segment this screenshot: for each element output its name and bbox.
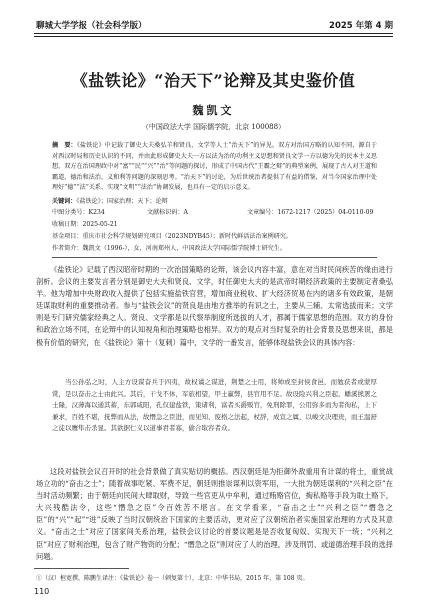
abstract — [52, 141, 377, 194]
footnote-rule — [34, 568, 129, 569]
classification-row — [52, 207, 377, 216]
author-bio: 作者简介：魏凯文（1996-），女，河南郑州人，中国政法大学国际儒学院博士研究生。 — [52, 245, 286, 252]
document-code: 文献标识码：A — [147, 209, 188, 216]
issue-label: 2025 年第 4 期 — [329, 21, 393, 31]
journal-name: 聊城大学学报（社会科学版） — [36, 21, 147, 31]
keywords — [52, 196, 377, 205]
fund-project: 基金项目：重庆市社会科学规划研究项目（2023NDYB45）；新时代鲜活法治案例研究。 — [52, 233, 293, 240]
keywords-text: 《盐铁论》；国家治理；天下；论辩 — [76, 198, 168, 205]
section-divider — [52, 257, 377, 258]
footnote: ①（汉）桓宽撰，陈鹏生译注：《盐铁论》卷一（刺复第十），北京：中华书局，2015 年，第 108 页。 — [36, 575, 309, 582]
author-name: 魏凯文 — [192, 104, 235, 117]
header-rule-thin — [34, 36, 393, 37]
running-header — [36, 14, 393, 31]
block-quote: 当公孙弘之时，人主方设谋奋兵于四夷，故权谲之谋进，荆楚之士用，将帅或至封侯食邑，而勉获者或蒙厚赏，是以奋击之士由此兴。其后，干戈不休，军旅相望，甲士羸弊，县官用不足。故设险兴利之臣起，蟠溪熊罴之士隆，汉薄海以通其蓄，东郭咸阳，孔仅建盐铁，策诸利，富者买爵贩官，免刑除罪，公用弥多而为者徇私，上下兼求，百姓不堪，抚弊而从法，故憯急之臣进，而见知、废格之法起，杖辞，成宣之属，以峻文决理贵，而王温舒之徒以鹰隼击杀显。其欲据仁义以道事君者寡，偷合取容者众。 — [52, 378, 377, 432]
article-title: 《盐铁论》“治天下”论辩及其史鉴价值 — [71, 71, 356, 90]
clc-number: 中图分类号：K234 — [52, 209, 105, 216]
abstract-label: 摘 要： — [52, 142, 77, 149]
body-paragraph-2: 这段对盐铁会议召开时的社会背景做了真实贴切的概括。西汉朝廷是为拒御外敌重用有计谋的将士，重赏战场立功的“奋击之士”；随着战事吃紧、军费不足，朝廷则推崇谋利以资军用，一大批为朝廷谋利的“兴利之臣”在当时活动频繁；由于朝廷向民间大肆取财，导致一些官吏从中牟利，通过贿赂官位，掏私赂等手段为取土赂下，大兴残酷法令，这些“憯急之臣”令百姓苦不堪言。在文学看来，“奋击之士”“兴利之臣”“憯急之臣”的“兴”“起”“进”反映了当时汉朝统治下国家的主要活动，更对应了汉朝统治者实施国家治理的方式及其意义。“奋击之士”对应了国家间关系治理，盐铁会议讨论的首要议题是是否收复匈奴、实现天下一统；“兴利之臣”对应了财利治理，包含了财产物资的分配；“憯急之臣”则对应了人的治理，涉及刑罚、或道德治理手段的选择问题。 — [36, 467, 393, 561]
abstract-text: 《盐铁论》中记载了御史大夫桑弘羊和贤良、文学等人士“治天下”的异见。双方对治国方略的认知不同，源自于对西汉时局和历史认识的不同，并由此形成御史大夫一方以法为治的功利主义思想和贤良文学一方以德为先的民本主义思想。双方在治国理政中对“富”“民”“兴”“治”等问题的探讨，形成了中国古代“王霸之辩”的典型案例，展现了古人对王道和霸道、德治和法治、义和利等问题的深刻思考。“治天下”的讨论，为后世统治者提供了有益的借鉴，对当今国家治理中处理好“德”“法”关系、实现“文明”“法治”协调发展，也具有一定的启示意义。 — [52, 142, 377, 191]
received-date: 收稿日期：2025-05-21 — [52, 221, 118, 228]
body-paragraph-1: 《盐铁论》记载了西汉昭帝时期的一次治国策略的论辩，该会议内容丰富，意在对当时民间疾苦的缘由进行剖析。会议的主要发言者分别是御史大夫和贤良、文学，时任御史大夫的是武帝时期经济政策的主要制定者桑弘羊。他为增加中央财政收入提供了包括实施盐铁官营，增加商业税收、扩大经济贸易在内的诸多有效政策，是朝廷谋取财利的重要推动者。参与“盐铁会议”的贤良是由地方推举的有识之士，主要从三辅、太常选拔而来；文学则是专门研究儒家经典之人。贤良、文学都是以代察举制度所选拔的人才，都属于儒家思想的范围。双方的身份和政治立场不同，在论辩中的认知视角和治理策略也相异。双方的观点对当时复杂的社会背景及思想来说，都是极有价值的研究，在《盐铁论》第十（复刺）篇中，文学的一番发言，能够体现盐铁会议的具体内容： — [36, 265, 393, 347]
page-number: 110 — [34, 587, 50, 596]
keywords-label: 关键词： — [52, 198, 77, 205]
article-number: 文章编号：1672-1217（2025）04-0110-09 — [247, 209, 374, 216]
header-rule-thick — [34, 33, 393, 34]
author-affiliation: （中国政法大学 国际儒学院，北京 100088） — [141, 123, 286, 131]
